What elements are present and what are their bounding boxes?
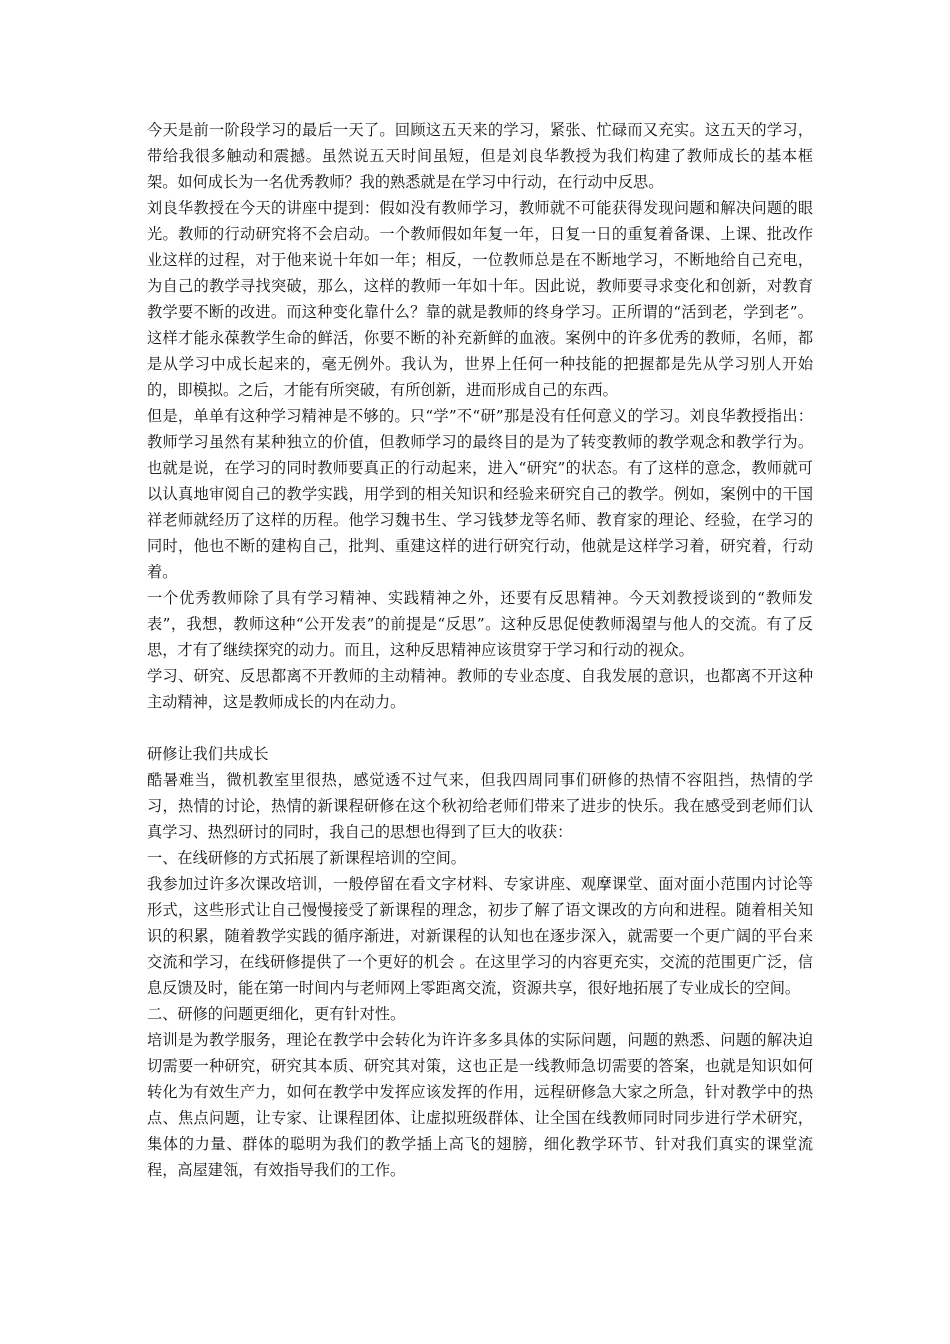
blank-line xyxy=(147,715,813,741)
paragraph-targeted-problems: 培训是为教学服务，理论在教学中会转化为许许多多具体的实际问题，问题的熟悉、问题的解决迫切需要一种研究，研究其本质、研究其对策，这也正是一线教师急切需要的答案，也就是知识如何转化为有效生产力，如何在教学中发挥应该发挥的作用，远程研修急大家之所急，针对教学中的热点、焦点问题，让专家、让课程团体、让虚拟班级群体、让全国在线教师同时同步进行学术研究，集体的力量、群体的聪明为我们的教学插上高飞的翅膀，细化教学环节、针对我们真实的课堂流程，高屋建瓴，有效指导我们的工作。 xyxy=(147,1031,813,1179)
paragraph-summer-study: 酷暑难当，微机教室里很热，感觉透不过气来，但我四周同事们研修的热情不容阻挡，热情的学习，热情的讨论，热情的新课程研修在这个秋初给老师们带来了进步的快乐。我在感受到老师们认真学习、热烈研讨的同时，我自己的思想也得到了巨大的收获： xyxy=(147,771,813,841)
paragraph-intro: 今天是前一阶段学习的最后一天了。回顾这五天来的学习，紧张、忙碌而又充实。这五天的学习，带给我很多触动和震撼。虽然说五天时间虽短，但是刘良华教授为我们构建了教师成长的基本框架。如何成长为一名优秀教师？我的熟悉就是在学习中行动，在行动中反思。 xyxy=(147,121,813,191)
section-title: 研修让我们共成长 xyxy=(147,745,269,763)
paragraph-reflection: 一个优秀教师除了具有学习精神、实践精神之外，还要有反思精神。今天刘教授谈到的“教师发表”，我想，教师这种“公开发表”的前提是“反思”。这种反思促使教师渴望与他人的交流。有了反思，才有了继续探究的动力。而且，这种反思精神应该贯穿于学习和行动的视众。 xyxy=(147,589,813,659)
document-page xyxy=(147,117,813,1183)
point-two-heading: 二、研修的问题更细化，更有针对性。 xyxy=(147,1005,406,1023)
paragraph-teacher-learning: 刘良华教授在今天的讲座中提到：假如没有教师学习，教师就不可能获得发现问题和解决问题的眼光。教师的行动研究将不会启动。一个教师假如年复一年，日复一日的重复着备课、上课、批改作业这样的过程，对于他来说十年如一年；相反，一位教师总是在不断地学习，不断地给自己充电，为自己的教学寻找突破，那么，这样的教师一年如十年。因此说，教师要寻求变化和创新，对教育教学要不断的改进。而这种变化靠什么？靠的就是教师的终身学习。正所谓的“活到老，学到老”。这样才能永葆教学生命的鲜活，你要不断的补充新鲜的血液。案例中的许多优秀的教师，名师，都是从学习中成长起来的，毫无例外。我认为，世界上任何一种技能的把握都是先从学习别人开始的，即模拟。之后，才能有所突破，有所创新，进而形成自己的东西。 xyxy=(147,199,813,399)
paragraph-online-training: 我参加过许多次课改培训，一般停留在看文字材料、专家讲座、观摩课堂、面对面小范围内讨论等形式，这些形式让自己慢慢接受了新课程的理念，初步了解了语文课改的方向和进程。随着相关知识的积累，随着教学实践的循序渐进，对新课程的认知也在逐步深入，就需要一个更广阔的平台来交流和学习，在线研修提供了一个更好的机会 。在这里学习的内容更充实，交流的范围更广泛，信息反馈及时，能在第一时间内与老师网上零距离交流，资源共享，很好地拓展了专业成长的空间。 xyxy=(147,875,813,997)
point-one-heading: 一、在线研修的方式拓展了新课程培训的空间。 xyxy=(147,849,466,867)
paragraph-initiative: 学习、研究、反思都离不开教师的主动精神。教师的专业态度、自我发展的意识，也都离不开这种主动精神，这是教师成长的内在动力。 xyxy=(147,667,813,711)
paragraph-research: 但是，单单有这种学习精神是不够的。只“学”不“研”那是没有任何意义的学习。刘良华教授指出：教师学习虽然有某种独立的价值，但教师学习的最终目的是为了转变教师的教学观念和教学行为。也就是说，在学习的同时教师要真正的行动起来，进入“研究”的状态。有了这样的意念，教师就可以认真地审阅自己的教学实践，用学到的相关知识和经验来研究自己的教学。例如，案例中的干国祥老师就经历了这样的历程。他学习魏书生、学习钱梦龙等名师、教育家的理论、经验，在学习的同时，他也不断的建构自己，批判、重建这样的进行研究行动，他就是这样学习着，研究着，行动着。 xyxy=(147,407,813,581)
